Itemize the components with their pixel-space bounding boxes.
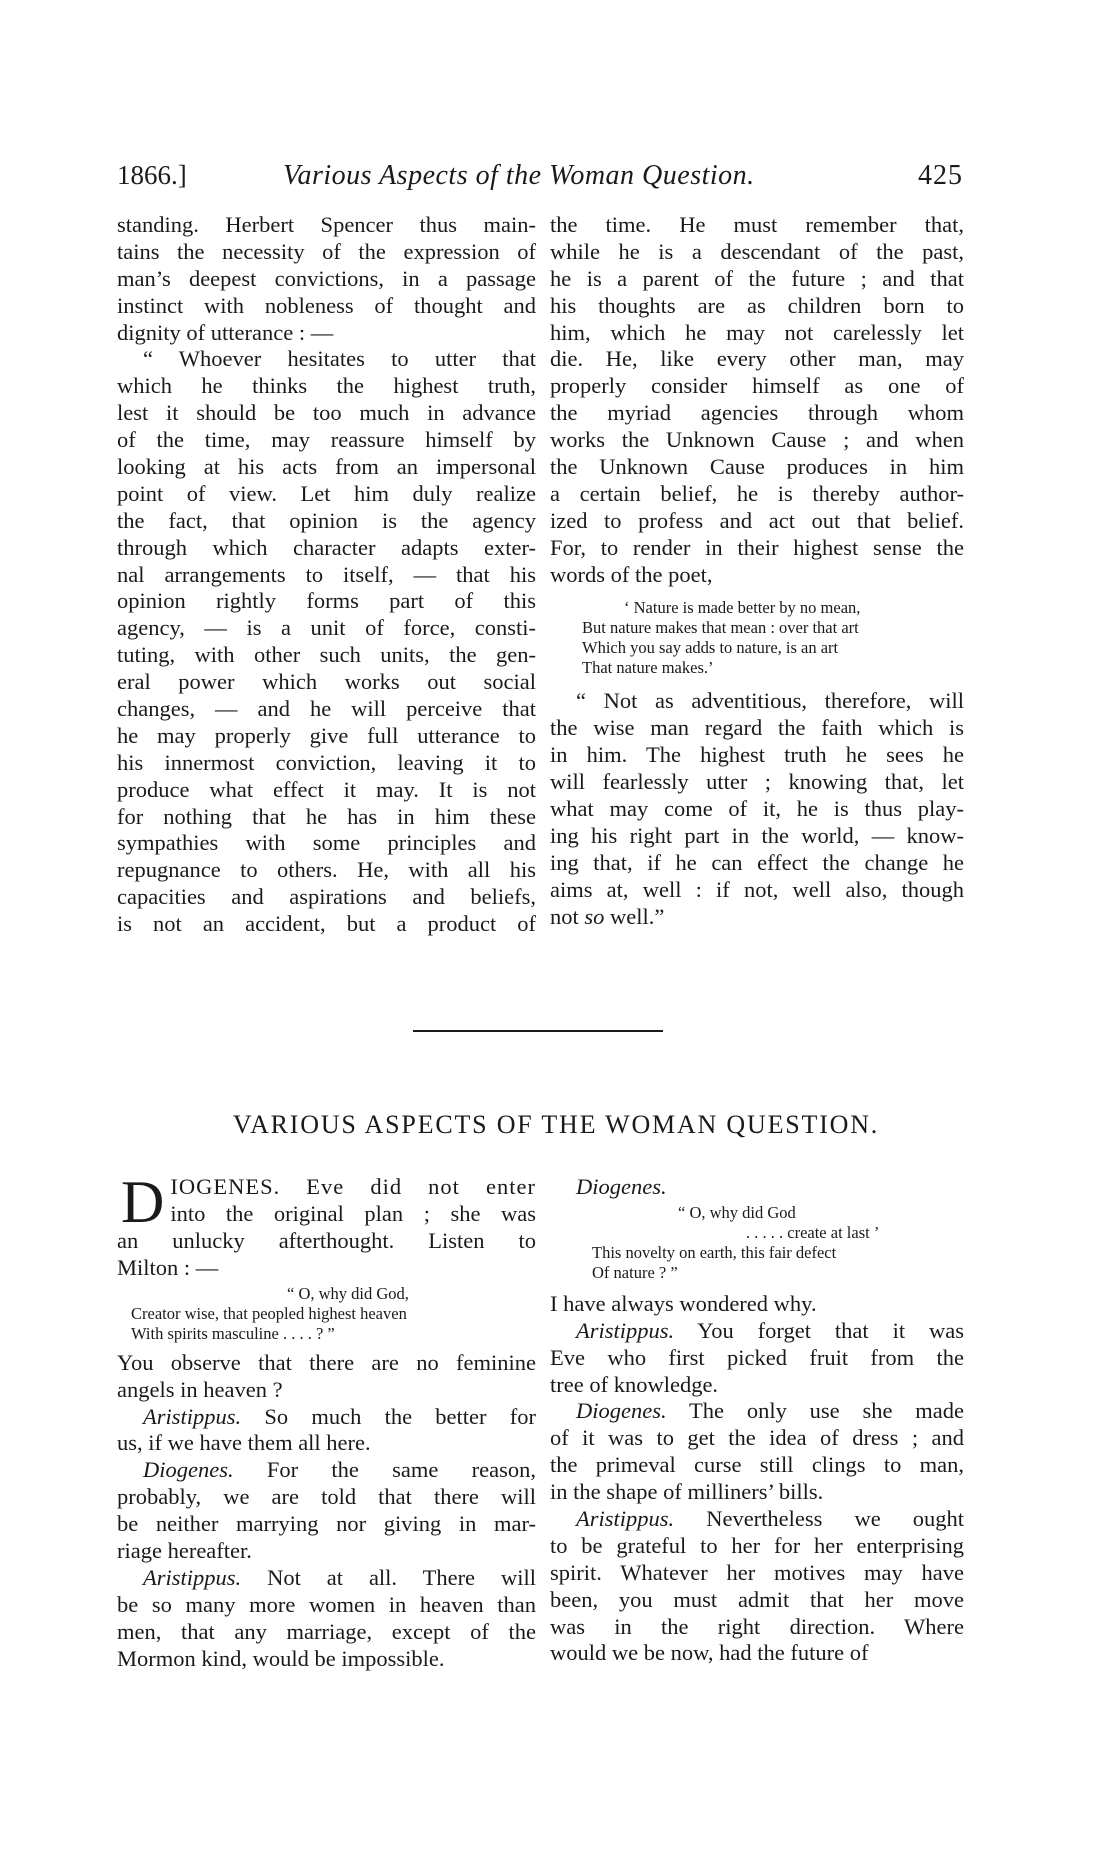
text-line: will fearlessly utter ; knowing that, let — [550, 769, 964, 795]
milton-verse-1 — [131, 1284, 536, 1344]
dialogue-first-line: Diogenes. The only use she made — [576, 1398, 964, 1424]
text-line: the Unknown Cause produces in him — [550, 454, 964, 480]
verse-line: “ O, why did God, — [287, 1283, 409, 1303]
article-left-column — [117, 1174, 536, 1672]
text-line: tree of knowledge. — [550, 1371, 719, 1397]
drop-cap: D — [121, 1174, 165, 1228]
text-line: nal arrangements to itself, — that his — [117, 561, 536, 587]
text-line: properly consider himself as one of — [550, 373, 964, 399]
verse-line: . . . . . create at last ’ — [746, 1222, 880, 1242]
text-line: capacities and aspirations and beliefs, — [117, 884, 536, 910]
text-line: through which character adapts exter- — [117, 534, 536, 560]
wondered-line: I have always wondered why. — [550, 1290, 817, 1316]
text-line: changes, — and he will perceive that — [117, 696, 536, 722]
text-line: tains the necessity of the expression of — [117, 238, 536, 264]
text-line: his innermost conviction, leaving it to — [117, 749, 536, 775]
text-line: standing. Herbert Spencer thus main- — [117, 212, 536, 237]
text-line: be so many more women in heaven than — [117, 1591, 536, 1617]
article-title: VARIOUS ASPECTS OF THE WOMAN QUESTION. — [232, 1110, 880, 1139]
right-column-prose — [550, 212, 964, 588]
speaker-name: Diogenes. — [576, 1398, 667, 1424]
verse-line: But nature makes that mean : over that art — [582, 618, 859, 638]
text-line: ized to profess and act out that belief. — [550, 507, 964, 533]
speaker-name: Diogenes. — [143, 1457, 234, 1483]
opening-line-2: into the original plan ; she was — [170, 1200, 536, 1226]
text-line: his thoughts are as children born to — [550, 292, 964, 318]
after-verse-text — [117, 1350, 536, 1404]
text-line: in him. The highest truth he sees he — [550, 742, 964, 768]
text-line: die. He, like every other man, may — [550, 346, 964, 372]
dialogue-first-line: Aristippus. So much the better for — [143, 1403, 536, 1429]
verse-line: With spirits masculine . . . . ? ” — [131, 1323, 335, 1343]
top-right-column — [550, 212, 964, 930]
text-line: riage hereafter. — [117, 1538, 252, 1564]
dialogue-first-line: Aristippus. Nevertheless we ought — [576, 1506, 964, 1532]
text-line: an unlucky afterthought. Listen to — [117, 1228, 536, 1253]
text-line: would we be now, had the future of — [550, 1640, 869, 1666]
text-line: man’s deepest convictions, in a passage — [117, 265, 536, 291]
dialogue-first-line: Aristippus. Not at all. There will — [143, 1564, 536, 1590]
speaker-diogenes: Diogenes. — [576, 1174, 667, 1199]
verse-line: Of nature ? ” — [592, 1262, 678, 1282]
text-line: produce what effect it may. It is not — [117, 776, 536, 802]
text-line: the wise man regard the faith which is — [550, 715, 964, 741]
milton-verse-2 — [550, 1203, 964, 1283]
text-line: be neither marrying nor giving in mar- — [117, 1511, 536, 1537]
text-line: looking at his acts from an impersonal — [117, 454, 536, 480]
right-column-quote — [550, 688, 964, 903]
text-line: a certain belief, he is thereby author- — [550, 480, 964, 506]
text-line: was in the right direction. Where — [550, 1613, 964, 1639]
verse-line: “ O, why did God — [678, 1202, 796, 1222]
section-divider — [413, 1030, 663, 1032]
text-line: repugnance to others. He, with all his — [117, 857, 536, 883]
text-line: the fact, that opinion is the agency — [117, 507, 536, 533]
text-line: point of view. Let him duly realize — [117, 480, 536, 506]
article-right-column — [550, 1174, 964, 1667]
text-line: “ Not as adventitious, therefore, will — [576, 688, 964, 714]
speaker-name: Aristippus. — [576, 1317, 675, 1343]
text-line: eral power which works out social — [117, 669, 536, 695]
text-line: instinct with nobleness of thought and — [117, 292, 536, 318]
text-line: You observe that there are no feminine — [117, 1349, 536, 1375]
opening-paragraph — [117, 1174, 536, 1228]
text-line: of it was to get the idea of dress ; and — [550, 1425, 964, 1451]
text-line: the time. He must remember that, — [550, 212, 964, 237]
text-line: lest it should be too much in advance — [117, 400, 536, 426]
text-line: words of the poet, — [550, 561, 713, 587]
page-number: 425 — [918, 160, 963, 191]
text-line: tuting, with other such units, the gen- — [117, 642, 536, 668]
verse-line: Creator wise, that peopled highest heaven — [131, 1303, 407, 1323]
text-line: Eve who first picked fruit from the — [550, 1344, 964, 1370]
speaker-name: Aristippus. — [576, 1506, 675, 1532]
running-head-title: Various Aspects of the Woman Question. — [283, 160, 755, 191]
text-line: Milton : — — [117, 1254, 219, 1280]
verse-line: That nature makes.’ — [582, 658, 714, 678]
text-line: angels in heaven ? — [117, 1376, 283, 1402]
text-line: men, that any marriage, except of the — [117, 1618, 536, 1644]
text-line: he is a parent of the future ; and that — [550, 265, 964, 291]
text-line: ing that, if he can effect the change he — [550, 849, 964, 875]
text-line: aims at, well : if not, well also, though — [550, 876, 964, 902]
text-line: Mormon kind, would be impossible. — [117, 1645, 445, 1671]
text-line: to be grateful to her for her enterprising — [550, 1532, 964, 1558]
text-line: of the time, may reassure himself by — [117, 427, 536, 453]
right-dialogue — [550, 1318, 964, 1668]
text-line: while he is a descendant of the past, — [550, 238, 964, 264]
top-left-column — [117, 212, 536, 938]
emphasis-so: so — [584, 903, 605, 929]
text-line: in the shape of milliners’ bills. — [550, 1479, 824, 1505]
speaker-name: Aristippus. — [143, 1564, 242, 1590]
running-head-year: 1866.] — [117, 160, 187, 190]
text-line: which he thinks the highest truth, — [117, 373, 536, 399]
dialogue-first-line: Diogenes. For the same reason, — [143, 1457, 536, 1483]
text-line: agency, — is a unit of force, consti- — [117, 615, 536, 641]
text-line: the primeval curse still clings to man, — [550, 1452, 964, 1478]
text-line: dignity of utterance : — — [117, 319, 334, 345]
text-line: For, to render in their highest sense the — [550, 534, 964, 560]
text-line: spirit. Whatever her motives may have — [550, 1559, 964, 1585]
text-line: ing his right part in the world, — know- — [550, 822, 964, 848]
text-line: he may properly give full utterance to — [117, 722, 536, 748]
verse-line: This novelty on earth, this fair defect — [592, 1242, 837, 1262]
text-line: “ Whoever hesitates to utter that — [143, 346, 536, 372]
text-line: works the Unknown Cause ; and when — [550, 427, 964, 453]
text-line: sympathies with some principles and — [117, 830, 536, 856]
shakespeare-verse — [582, 598, 964, 678]
text-line: is not an accident, but a product of — [117, 911, 536, 937]
opening-continuation — [117, 1228, 536, 1282]
text-line: for nothing that he has in him these — [117, 803, 536, 829]
text-line: him, which he may not carelessly let — [550, 319, 964, 345]
dialogue-first-line: Aristippus. You forget that it was — [576, 1317, 964, 1343]
text-line: us, if we have them all here. — [117, 1430, 371, 1456]
opening-line-1: IOGENES. Eve did not enter — [170, 1174, 536, 1199]
quote-last-line: not so well.” — [550, 903, 665, 929]
text-line: been, you must admit that her move — [550, 1586, 964, 1612]
text-line: probably, we are told that there will — [117, 1484, 536, 1510]
text-line: the myriad agencies through whom — [550, 400, 964, 426]
verse-line: Which you say adds to nature, is an art — [582, 638, 839, 658]
text-line: opinion rightly forms part of this — [117, 588, 536, 614]
left-dialogue — [117, 1404, 536, 1673]
text-line: what may come of it, he is thus play- — [550, 796, 964, 822]
verse-line: ‘ Nature is made better by no mean, — [624, 598, 861, 618]
running-head — [117, 160, 963, 194]
speaker-name: Aristippus. — [143, 1403, 242, 1429]
